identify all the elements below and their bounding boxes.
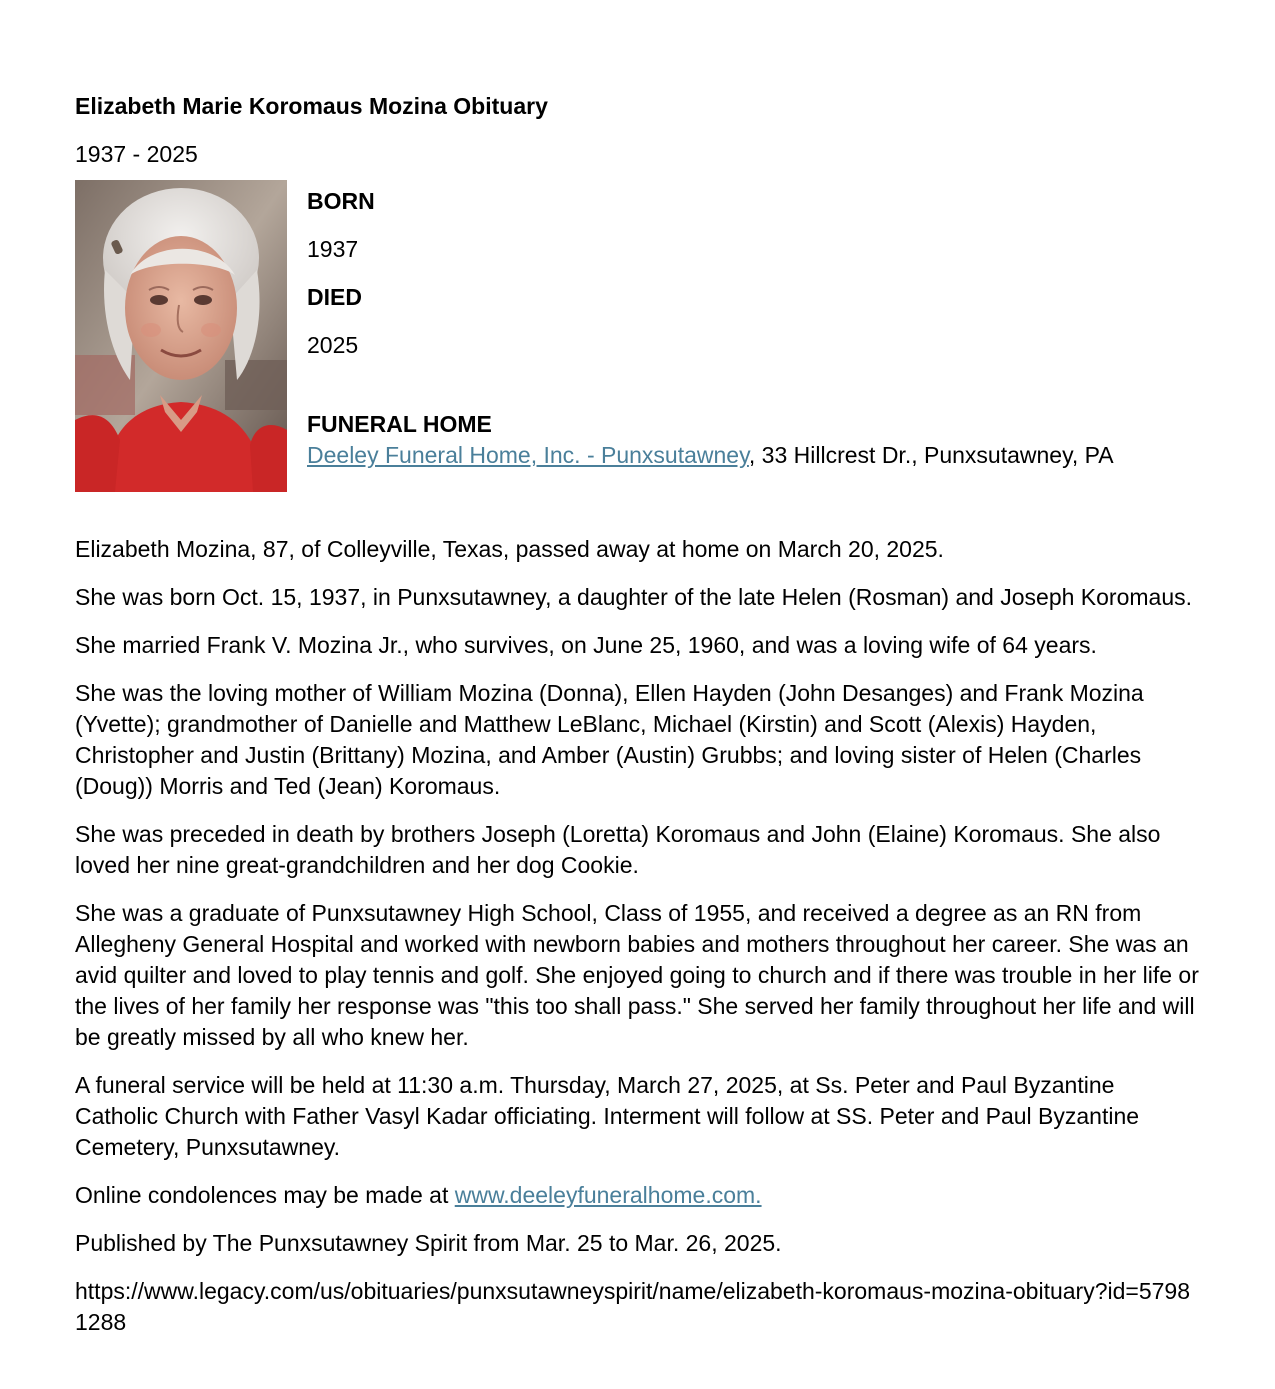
born-label: BORN [307,188,375,214]
paragraph-condolences [75,1180,1200,1211]
life-years: 1937 - 2025 [75,141,198,167]
paragraph-service: A funeral service will be held at 11:30 a.m. Thursday, March 27, 2025, at Ss. Peter and Paul Byzantine Catholic Church with Father Vasyl Kadar officiating. Interment will follow at SS. Peter and Paul Byzantine Cemetery, Punxsutawney. [75,1072,1140,1160]
paragraph-published: Published by The Punxsutawney Spirit from Mar. 25 to Mar. 26, 2025. [75,1230,782,1256]
paragraph-birth: She was born Oct. 15, 1937, in Punxsutawney, a daughter of the late Helen (Rosman) and Joseph Koromaus. [75,584,1193,610]
paragraph-survivors: She was the loving mother of William Mozina (Donna), Ellen Hayden (John Desanges) and Frank Mozina (Yvette); grandmother of Danielle and Matthew LeBlanc, Michael (Kirstin) and Scott (Alexis) Hayden, Christopher and Justin (Brittany) Mozina, and Amber (Austin) Grubbs; and loving sister of Helen (Charles (Doug)) Morris and Ted (Jean) Koromaus. [75,680,1144,799]
paragraph-biography: She was a graduate of Punxsutawney High School, Class of 1955, and received a degree as an RN from Allegheny General Hospital and worked with newborn babies and mothers throughout her career. She was an avid quilter and loved to play tennis and golf. She enjoyed going to church and if there was trouble in her life or the lives of her family her response was "this too shall pass." She served her family throughout her life and will be greatly missed by all who knew her. [75,900,1199,1050]
funeral-home-label: FUNERAL HOME [307,411,492,437]
condolences-text: Online condolences may be made at [75,1182,455,1208]
born-value: 1937 [307,236,359,262]
died-value: 2025 [307,332,359,358]
died-label: DIED [307,284,362,310]
paragraph-marriage: She married Frank V. Mozina Jr., who survives, on June 25, 1960, and was a loving wife of 64 years. [75,632,1097,658]
source-url: https://www.legacy.com/us/obituaries/punxsutawneyspirit/name/elizabeth-koromaus-mozina-obituary?id=57981288 [75,1278,1190,1335]
facts-panel [307,186,1207,471]
obituary-body [75,534,1200,1338]
condolences-link[interactable]: www.deeleyfuneralhome.com. [454,1182,762,1208]
portrait-photo [75,180,287,492]
funeral-home-link[interactable]: Deeley Funeral Home, Inc. - Punxsutawney [307,442,749,468]
funeral-home-address: , 33 Hillcrest Dr., Punxsutawney, PA [748,442,1114,468]
paragraph-preceded: She was preceded in death by brothers Joseph (Loretta) Koromaus and John (Elaine) Koromaus. She also loved her nine great-grandchildren and her dog Cookie. [75,821,1161,878]
paragraph-death-notice: Elizabeth Mozina, 87, of Colleyville, Texas, passed away at home on March 20, 2025. [75,536,944,562]
page-title: Elizabeth Marie Koromaus Mozina Obituary [75,93,548,119]
obituary-page [75,91,1200,1355]
funeral-home-line [307,440,1207,471]
info-block [75,180,1200,492]
